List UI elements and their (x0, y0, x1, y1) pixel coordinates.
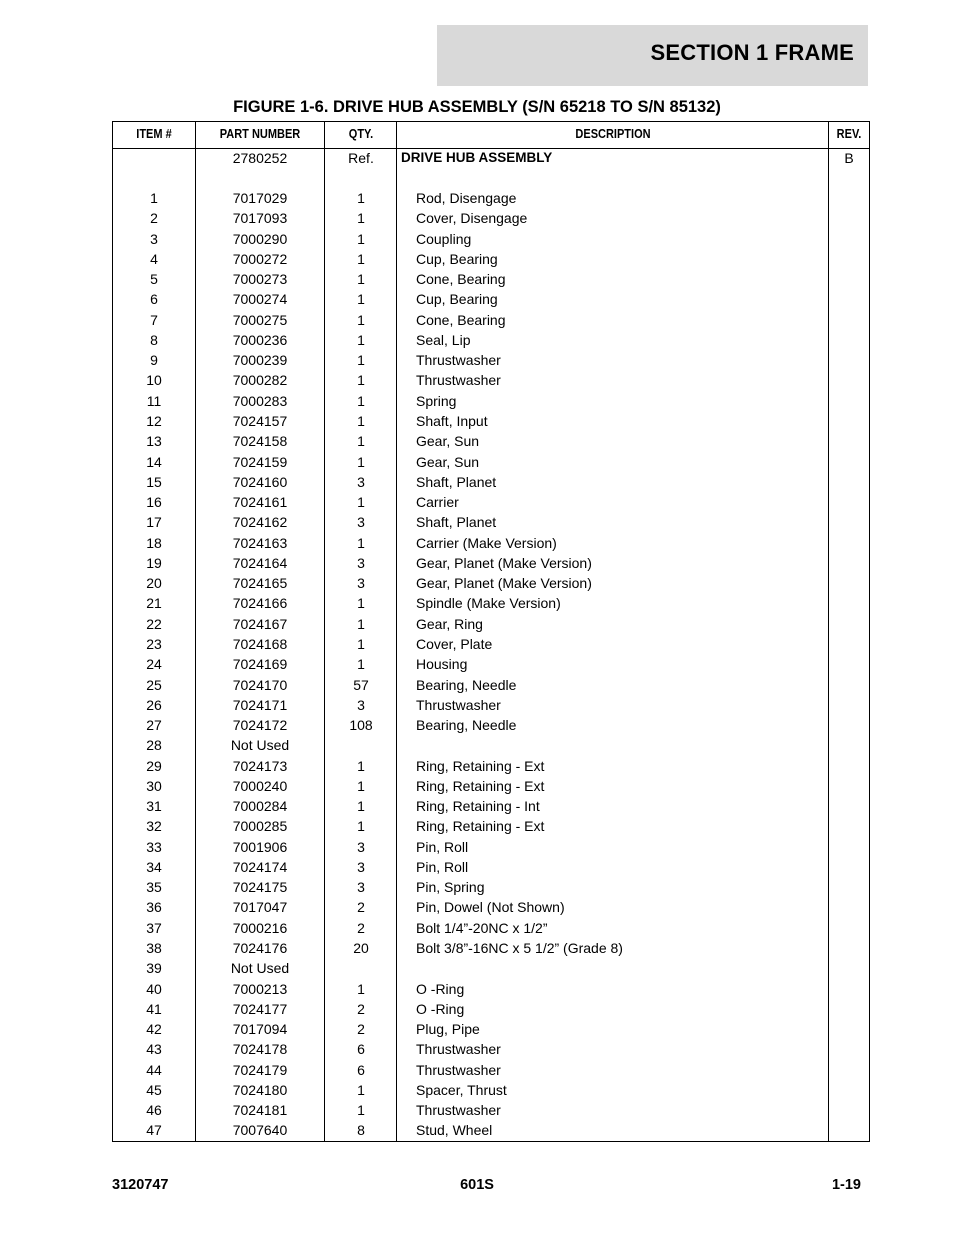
item-number: 44 (146, 1061, 162, 1078)
part-number: 7000273 (232, 271, 288, 288)
item-number: 16 (146, 494, 162, 511)
item-number: 43 (146, 1041, 162, 1058)
table-row (113, 290, 869, 310)
part-number: 7024168 (232, 635, 288, 652)
quantity: 3 (357, 514, 365, 531)
part-number: 7024172 (232, 717, 288, 733)
quantity: 1 (357, 190, 365, 206)
table-row (113, 635, 869, 655)
description: Shaft, Input (416, 413, 488, 429)
item-number: 20 (146, 575, 162, 592)
part-number: 7000239 (232, 352, 288, 369)
description: O -Ring (416, 1000, 465, 1017)
item-number: 40 (146, 980, 162, 997)
part-number: 2780252 (232, 150, 288, 166)
quantity: 1 (357, 595, 365, 612)
description: Pin, Roll (416, 858, 469, 875)
quantity: 3 (357, 696, 365, 713)
part-number: 7024180 (232, 1081, 288, 1098)
part-number: 7024171 (232, 696, 288, 713)
description: Thrustwasher (416, 1041, 501, 1058)
footer-model: 601S (460, 1177, 494, 1193)
table-row (113, 817, 869, 837)
item-number: 18 (146, 534, 162, 551)
item-number: 6 (150, 291, 158, 308)
table-row (113, 371, 869, 391)
table-row (113, 1020, 869, 1040)
item-number: 10 (146, 372, 162, 389)
table-row (113, 412, 869, 432)
item-number: 9 (150, 352, 158, 369)
assembly-row (113, 149, 869, 169)
item-number: 39 (146, 960, 162, 977)
item-number: 27 (146, 717, 162, 733)
quantity: 1 (357, 433, 365, 450)
description: Seal, Lip (416, 331, 471, 348)
part-number: 7017094 (232, 1021, 288, 1038)
item-number: 22 (146, 615, 162, 632)
part-number: 7024173 (232, 757, 288, 774)
part-number: 7024177 (232, 1000, 288, 1017)
quantity: 2 (357, 899, 365, 916)
description: Gear, Ring (416, 615, 483, 632)
part-number: 7017093 (232, 210, 288, 227)
part-number: 7024169 (232, 656, 288, 673)
description: DRIVE HUB ASSEMBLY (401, 150, 553, 165)
quantity: 6 (357, 1041, 365, 1058)
part-number: 7024165 (232, 575, 288, 592)
item-number: 35 (146, 879, 162, 896)
item-number: 4 (150, 250, 158, 267)
item-number: 24 (146, 656, 162, 673)
quantity: 57 (353, 676, 369, 693)
item-number: 2 (150, 210, 158, 227)
quantity: 1 (357, 392, 365, 409)
table-row (113, 736, 869, 756)
quantity: 1 (357, 777, 365, 794)
part-number: 7024160 (232, 473, 288, 490)
table-row (113, 676, 869, 696)
footer-document-number: 3120747 (112, 1177, 169, 1193)
description: Thrustwasher (416, 1061, 501, 1078)
table-row (113, 574, 869, 594)
description: Rod, Disengage (416, 190, 517, 206)
item-number: 47 (146, 1122, 162, 1139)
description: Thrustwasher (416, 352, 501, 369)
part-number: 7024170 (232, 676, 288, 693)
table-row (113, 331, 869, 351)
description: Ring, Retaining - Ext (416, 777, 545, 794)
quantity: 1 (357, 980, 365, 997)
quantity: 3 (357, 879, 365, 896)
section-title: SECTION 1 FRAME (650, 40, 854, 65)
table-row (113, 696, 869, 716)
item-number: 37 (146, 919, 162, 936)
quantity: 1 (357, 494, 365, 511)
revision: B (844, 150, 854, 166)
table-row (113, 1000, 869, 1020)
description: Thrustwasher (416, 372, 501, 389)
description: Shaft, Planet (416, 514, 497, 531)
item-number: 45 (146, 1081, 162, 1098)
description: Cover, Disengage (416, 210, 528, 227)
description: Housing (416, 656, 468, 673)
table-row (113, 534, 869, 554)
table-row (113, 898, 869, 918)
item-number: 17 (146, 514, 162, 531)
description: O -Ring (416, 980, 465, 997)
quantity: 1 (357, 1081, 365, 1098)
quantity: 3 (357, 838, 365, 855)
table-row (113, 392, 869, 412)
description: Spindle (Make Version) (416, 595, 561, 612)
table-row (113, 513, 869, 533)
quantity: 3 (357, 473, 365, 490)
item-number: 14 (146, 453, 162, 470)
item-number: 13 (146, 433, 162, 450)
part-number: 7000290 (232, 230, 288, 247)
description: Ring, Retaining - Ext (416, 757, 545, 774)
quantity: 2 (357, 919, 365, 936)
quantity: 8 (357, 1122, 365, 1139)
quantity: 20 (353, 940, 369, 956)
quantity: 2 (357, 1000, 365, 1017)
part-number: 7024176 (232, 940, 288, 956)
item-number: 1 (150, 190, 158, 206)
description: Shaft, Planet (416, 473, 497, 490)
header-description: DESCRIPTION (575, 127, 651, 141)
table-row (113, 1081, 869, 1101)
description: Thrustwasher (416, 1102, 501, 1119)
table-header (113, 122, 869, 149)
table-row (113, 1101, 869, 1121)
item-number: 46 (146, 1102, 162, 1119)
header-qty: QTY. (348, 127, 374, 141)
table-row (113, 189, 869, 209)
description: Thrustwasher (416, 696, 501, 713)
quantity: 6 (357, 1061, 365, 1078)
part-number: 7024179 (232, 1061, 288, 1078)
description: Ring, Retaining - Int (416, 798, 540, 815)
description: Cup, Bearing (416, 250, 498, 267)
part-number: 7024174 (232, 858, 288, 875)
part-number: Not Used (230, 737, 290, 754)
table-row (113, 554, 869, 574)
table-row (113, 757, 869, 777)
description: Ring, Retaining - Ext (416, 818, 545, 835)
table-row (113, 311, 869, 331)
quantity: 2 (357, 1021, 365, 1038)
part-number: 7024178 (232, 1041, 288, 1058)
table-row (113, 919, 869, 939)
part-number: 7017029 (232, 190, 288, 206)
description: Pin, Spring (416, 879, 485, 896)
item-number: 3 (150, 230, 158, 247)
description: Cup, Bearing (416, 291, 498, 308)
quantity: Ref. (348, 150, 374, 166)
item-number: 26 (146, 696, 162, 713)
table-row (113, 777, 869, 797)
table-row (113, 432, 869, 452)
quantity: 1 (357, 311, 365, 328)
table-row (113, 980, 869, 1000)
description: Stud, Wheel (416, 1122, 493, 1139)
table-row (113, 1121, 869, 1141)
description: Plug, Pipe (416, 1021, 480, 1038)
description: Pin, Dowel (Not Shown) (416, 899, 565, 916)
description: Pin, Roll (416, 838, 469, 855)
description: Carrier (Make Version) (416, 534, 557, 551)
item-number: 7 (150, 311, 158, 328)
description: Gear, Planet (Make Version) (416, 575, 592, 592)
item-number: 29 (146, 757, 162, 774)
header-item: ITEM # (136, 127, 172, 141)
table-row (113, 453, 869, 473)
part-number: 7024175 (232, 879, 288, 896)
table-row (113, 250, 869, 270)
part-number: 7024159 (232, 453, 288, 470)
part-number: 7024163 (232, 534, 288, 551)
quantity: 1 (357, 291, 365, 308)
table-row (113, 1061, 869, 1081)
description: Cone, Bearing (416, 311, 506, 328)
item-number: 23 (146, 635, 162, 652)
part-number: 7017047 (232, 899, 288, 916)
part-number: 7000283 (232, 392, 288, 409)
quantity: 1 (357, 372, 365, 389)
item-number: 21 (146, 595, 162, 612)
table-row (113, 473, 869, 493)
description: Bolt 3/8”-16NC x 5 1/2” (Grade 8) (416, 940, 623, 956)
part-number: 7024161 (232, 494, 288, 511)
quantity: 1 (357, 250, 365, 267)
item-number: 34 (146, 858, 162, 875)
quantity: 1 (357, 656, 365, 673)
part-number: 7001906 (232, 838, 288, 855)
part-number: 7000213 (232, 980, 288, 997)
description: Spacer, Thrust (416, 1081, 507, 1098)
table-row (113, 270, 869, 290)
description: Bearing, Needle (416, 717, 517, 733)
item-number: 42 (146, 1021, 162, 1038)
quantity: 1 (357, 635, 365, 652)
description: Cover, Plate (416, 635, 493, 652)
part-number: 7000272 (232, 250, 288, 267)
quantity: 1 (357, 757, 365, 774)
part-number: 7024167 (232, 615, 288, 632)
item-number: 31 (146, 798, 162, 815)
header-rev: REV. (836, 127, 862, 141)
quantity: 1 (357, 818, 365, 835)
item-number: 38 (146, 940, 162, 956)
quantity: 3 (357, 554, 365, 571)
part-number: 7000240 (232, 777, 288, 794)
table-row (113, 594, 869, 614)
item-number: 36 (146, 899, 162, 916)
figure-title: FIGURE 1-6. DRIVE HUB ASSEMBLY (S/N 65218 TO S/N 85132) (233, 98, 721, 116)
parts-table (112, 121, 870, 1142)
part-number: 7000216 (232, 919, 288, 936)
part-number: 7024158 (232, 433, 288, 450)
table-row (113, 716, 869, 736)
item-number: 19 (146, 554, 162, 571)
description: Cone, Bearing (416, 271, 506, 288)
description: Carrier (416, 494, 459, 511)
section-banner (437, 25, 868, 86)
part-number: 7024162 (232, 514, 288, 531)
table-row (113, 838, 869, 858)
table-row (113, 797, 869, 817)
table-row (113, 655, 869, 675)
table-row (113, 351, 869, 371)
part-number: Not Used (230, 960, 290, 977)
part-number: 7000285 (232, 818, 288, 835)
table-row (113, 959, 869, 979)
description: Spring (416, 392, 457, 409)
quantity: 1 (357, 1102, 365, 1119)
part-number: 7000282 (232, 372, 288, 389)
description: Gear, Sun (416, 453, 480, 470)
description: Coupling (416, 230, 472, 247)
part-number: 7024181 (232, 1102, 288, 1119)
table-row (113, 493, 869, 513)
part-number: 7000274 (232, 291, 288, 308)
item-number: 5 (150, 271, 158, 288)
quantity: 3 (357, 575, 365, 592)
table-row (113, 939, 869, 959)
table-row (113, 858, 869, 878)
quantity: 1 (357, 798, 365, 815)
quantity: 1 (357, 615, 365, 632)
quantity: 1 (357, 534, 365, 551)
quantity: 3 (357, 858, 365, 875)
item-number: 33 (146, 838, 162, 855)
part-number: 7000236 (232, 331, 288, 348)
quantity: 1 (357, 331, 365, 348)
description: Gear, Planet (Make Version) (416, 554, 592, 571)
quantity: 1 (357, 210, 365, 227)
table-row (113, 230, 869, 250)
part-number: 7024164 (232, 554, 288, 571)
item-number: 28 (146, 737, 162, 754)
part-number: 7024157 (232, 413, 288, 429)
table-row (113, 615, 869, 635)
table-row (113, 878, 869, 898)
table-row (113, 1040, 869, 1060)
table-row (113, 209, 869, 229)
quantity: 1 (357, 271, 365, 288)
part-number: 7000275 (232, 311, 288, 328)
header-part-number: PART NUMBER (219, 127, 301, 141)
part-number: 7000284 (232, 798, 288, 815)
item-number: 25 (146, 676, 162, 693)
item-number: 8 (150, 331, 158, 348)
quantity: 1 (357, 230, 365, 247)
part-number: 7024166 (232, 595, 288, 612)
quantity: 1 (357, 352, 365, 369)
item-number: 41 (146, 1000, 162, 1017)
description: Bearing, Needle (416, 676, 517, 693)
description: Bolt 1/4”-20NC x 1/2” (416, 919, 548, 936)
item-number: 12 (146, 413, 162, 429)
quantity: 108 (349, 717, 373, 733)
quantity: 1 (357, 413, 365, 429)
footer-page-number: 1-19 (831, 1177, 861, 1193)
part-number: 7007640 (232, 1122, 288, 1139)
quantity: 1 (357, 453, 365, 470)
item-number: 32 (146, 818, 162, 835)
item-number: 11 (146, 392, 162, 409)
item-number: 30 (146, 777, 162, 794)
description: Gear, Sun (416, 433, 480, 450)
item-number: 15 (146, 473, 162, 490)
